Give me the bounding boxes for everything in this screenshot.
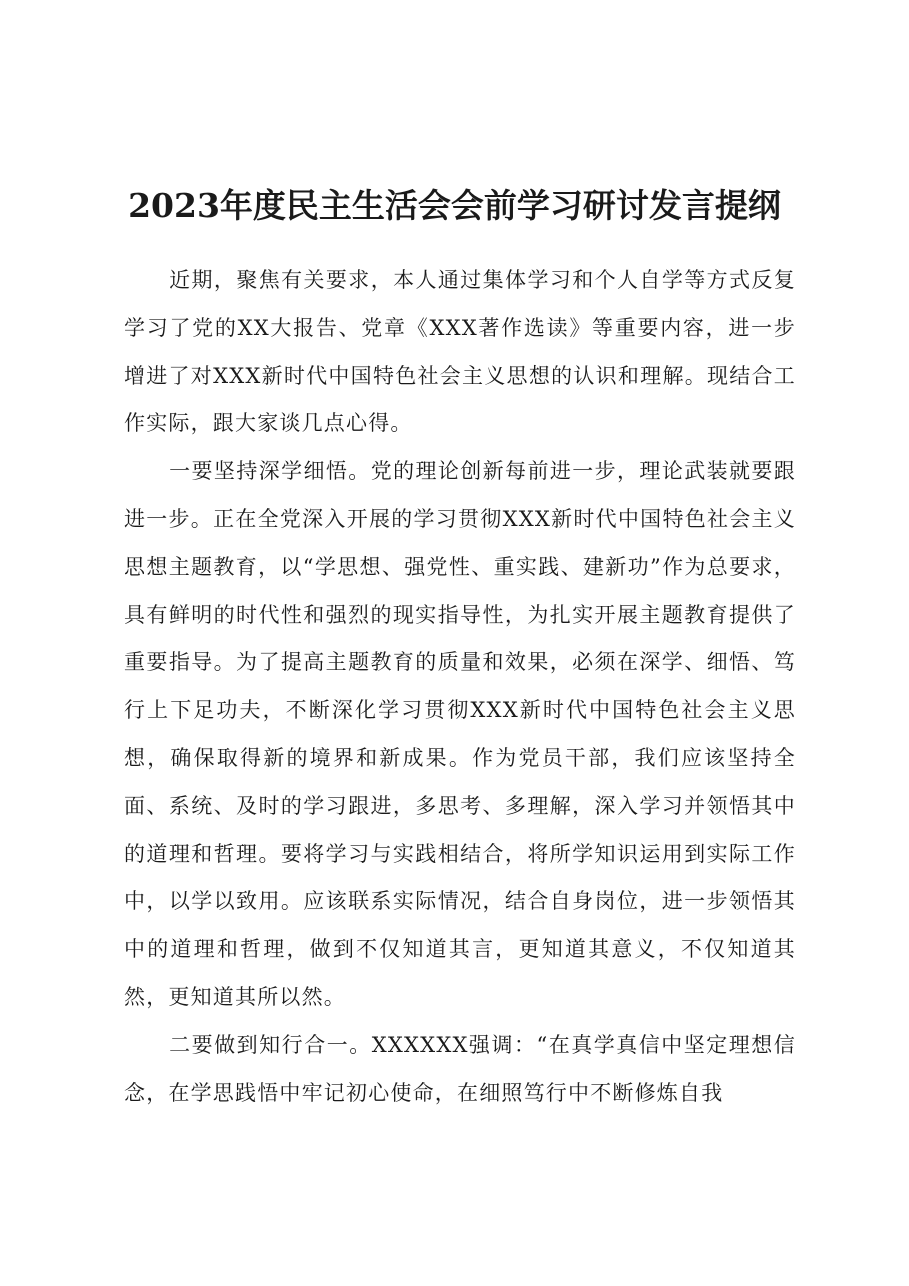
paragraph-point-two: 二要做到知行合一。XXXXXX强调：“在真学真信中坚定理想信念，在学思践悟中牢记初心使命，在细照笃行中不断修炼自我 xyxy=(124,1032,796,1105)
document-title: 2023年度民主生活会会前学习研讨发言提纲 xyxy=(128,186,781,225)
paragraph-intro: 近期，聚焦有关要求，本人通过集体学习和个人自学等方式反复学习了党的XX大报告、党章《XXX著作选读》等重要内容，进一步增进了对XXX新时代中国特色社会主义思想的认识和理解。现结合工作实际，跟大家谈几点心得。 xyxy=(124,268,796,436)
document-body xyxy=(124,257,796,1117)
paragraph-point-one: 一要坚持深学细悟。党的理论创新每前进一步，理论武装就要跟进一步。正在全党深入开展的学习贯彻XXX新时代中国特色社会主义思想主题教育，以“学思想、强党性、重实践、建新功”作为总要求，具有鲜明的时代性和强烈的现实指导性，为扎实开展主题教育提供了重要指导。为了提高主题教育的质量和效果，必须在深学、细悟、笃行上下足功夫，不断深化学习贯彻XXX新时代中国特色社会主义思想，确保取得新的境界和新成果。作为党员干部，我们应该坚持全面、系统、及时的学习跟进，多思考、多理解，深入学习并领悟其中的道理和哲理。要将学习与实践相结合，将所学知识运用到实际工作中，以学以致用。应该联系实际情况，结合自身岗位，进一步领悟其中的道理和哲理，做到不仅知道其言，更知道其意义，不仅知道其然，更知道其所以然。 xyxy=(124,459,796,1009)
